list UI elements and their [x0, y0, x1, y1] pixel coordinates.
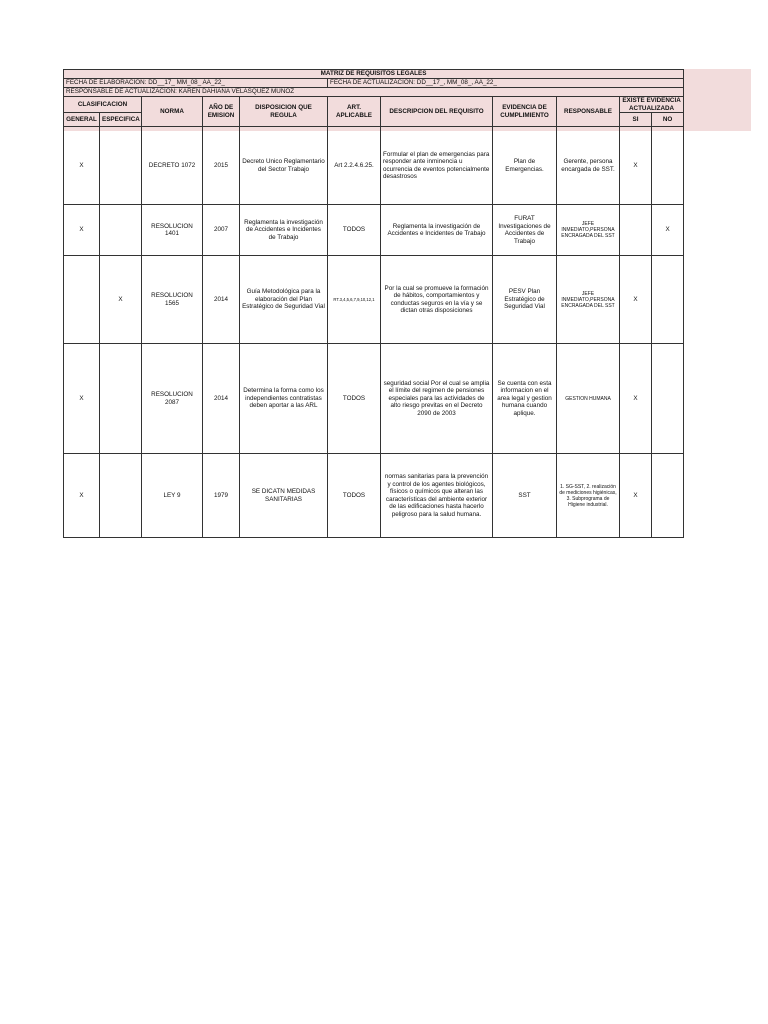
fecha-elaboracion: FECHA DE ELABORACION: DD__17_ MM_08_ AA_22_: [64, 79, 328, 88]
table-row: [64, 127, 684, 205]
responsable-cell: JEFE INMEDIATO,PERSONA ENCRAGADA DEL SST: [557, 256, 620, 344]
table-row: [64, 205, 684, 256]
evidencia-cell: Se cuenta con esta informacion en el area legal y gestion humana cuando aplique.: [493, 344, 557, 454]
general-cell: X: [64, 205, 100, 256]
si-cell: [620, 205, 652, 256]
responsable-cell: 1. SG-SST, 2. realización de mediciones higiénicas, 3. Subprograma de Higiene industrial.: [557, 454, 620, 538]
articulo-cell: TODOS: [328, 205, 381, 256]
norma-header: NORMA: [142, 97, 203, 127]
disposicion-header: DISPOSICION QUE REGULA: [240, 97, 328, 127]
si-cell: X: [620, 256, 652, 344]
table-row: [64, 256, 684, 344]
descripcion-header: DESCRIPCION DEL REQUISITO: [381, 97, 493, 127]
norma-cell: DECRETO 1072: [142, 127, 203, 205]
especifica-cell: [100, 205, 142, 256]
si-cell: X: [620, 454, 652, 538]
responsable-cell: GESTION HUMANA: [557, 344, 620, 454]
no-cell: [652, 127, 684, 205]
general-cell: X: [64, 127, 100, 205]
descripcion-cell: Reglamenta la investigación de Accidentes e Incidentes de Trabajo: [381, 205, 493, 256]
responsable-header: RESPONSABLE: [557, 97, 620, 127]
general-cell: [64, 256, 100, 344]
norma-cell: RESOLUCION 1565: [142, 256, 203, 344]
articulo-cell: TODOS: [328, 454, 381, 538]
no-cell: [652, 454, 684, 538]
norma-cell: LEY 9: [142, 454, 203, 538]
articulo-cell: Art 2.2.4.6.25.: [328, 127, 381, 205]
norma-cell: RESOLUCION 2087: [142, 344, 203, 454]
evidencia-cell: Plan de Emergencias.: [493, 127, 557, 205]
fecha-actualizacion: FECHA DE ACTUALIZACION: DD__17_, MM_08_, AA_22_: [328, 79, 684, 88]
disposicion-cell: Decreto Unico Reglamentario del Sector Trabajo: [240, 127, 328, 205]
especifica-cell: [100, 127, 142, 205]
table-row: [64, 454, 684, 538]
anio-cell: 2014: [203, 344, 240, 454]
descripcion-cell: Formular el plan de emergencias para responder ante inminencia u ocurrencia de eventos potencialmente desastrosos: [381, 127, 493, 205]
anio-cell: 2015: [203, 127, 240, 205]
evidencia-cell: SST: [493, 454, 557, 538]
descripcion-cell: Por la cual se promueve la formación de hábitos, comportamientos y conductas seguros en la vía y se dictan otras disposiciones: [381, 256, 493, 344]
table-row: [64, 344, 684, 454]
articulo-cell: TODOS: [328, 344, 381, 454]
evidencia-cell: PESV Plan Estratégico de Seguridad Vial: [493, 256, 557, 344]
especifica-cell: X: [100, 256, 142, 344]
especifica-header: ESPECIFICA: [100, 113, 142, 127]
no-header: NO: [652, 113, 684, 127]
responsable-cell: Gerente, persona encargada de SST.: [557, 127, 620, 205]
legal-requirements-matrix: [63, 69, 684, 538]
articulo-cell: RT.3,4,5,6,7,9,10,12,1: [328, 256, 381, 344]
norma-cell: RESOLUCION 1401: [142, 205, 203, 256]
si-cell: X: [620, 344, 652, 454]
especifica-cell: [100, 344, 142, 454]
evidencia-cell: FURAT Investigaciones de Accidentes de Trabajo: [493, 205, 557, 256]
responsable-actualizacion: RESPONSABLE DE ACTUALIZACION: KAREN DAHIANA VELASQUEZ MUÑOZ: [64, 88, 684, 97]
anio-cell: 2007: [203, 205, 240, 256]
disposicion-cell: Reglamenta la investigación de Accidentes e Incidentes de Trabajo: [240, 205, 328, 256]
clasificacion-header: CLASIFICACION: [64, 97, 142, 113]
disposicion-cell: SE DICATN MEDIDAS SANITARIAS: [240, 454, 328, 538]
existe-evidencia-header: EXISTE EVIDENCIA ACTUALIZADA: [620, 97, 684, 113]
disposicion-cell: Guía Metodológica para la elaboración del Plan Estratégico de Seguridad Vial: [240, 256, 328, 344]
descripcion-cell: seguridad social Por el cual se amplia el límite del regimen de pensiones especiales para las actividades de alto riesgo previtas en el Decreto 2090 de 2003: [381, 344, 493, 454]
general-cell: X: [64, 344, 100, 454]
evidencia-header: EVIDENCIA DE CUMPLIMIENTO: [493, 97, 557, 127]
matrix-title: MATRIZ DE REQUISITOS LEGALES: [64, 70, 684, 79]
general-cell: X: [64, 454, 100, 538]
responsable-cell: JEFE INMEDIATO,PERSONA ENCRAGADA DEL SST: [557, 205, 620, 256]
general-header: GENERAL: [64, 113, 100, 127]
no-cell: [652, 344, 684, 454]
articulo-header: ART. APLICABLE: [328, 97, 381, 127]
anio-header: AÑO DE EMISION: [203, 97, 240, 127]
especifica-cell: [100, 454, 142, 538]
si-header: SI: [620, 113, 652, 127]
disposicion-cell: Determina la forma como los independientes contratistas deben aportar a las ARL: [240, 344, 328, 454]
si-cell: X: [620, 127, 652, 205]
anio-cell: 2014: [203, 256, 240, 344]
descripcion-cell: normas sanitarias para la prevención y control de los agentes biológicos, físicos o químicos que alteran las características del ambiente exterior de las edificaciones hasta hacerlo peligroso para la salud humana.: [381, 454, 493, 538]
anio-cell: 1979: [203, 454, 240, 538]
no-cell: [652, 256, 684, 344]
no-cell: X: [652, 205, 684, 256]
